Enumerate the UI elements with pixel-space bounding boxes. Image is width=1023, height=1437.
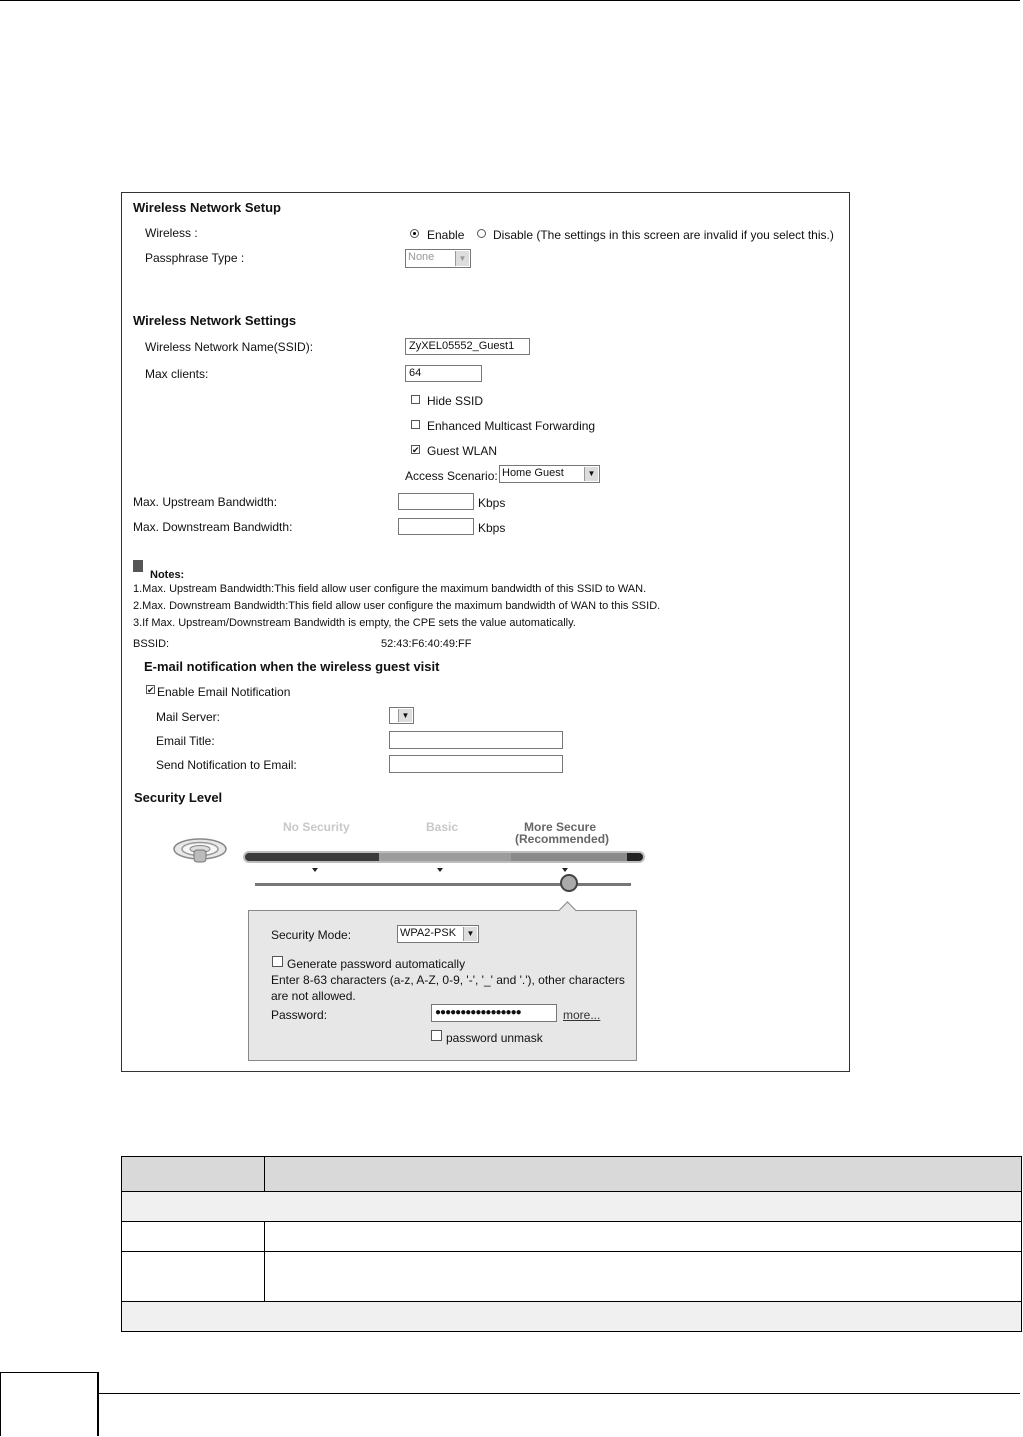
security-mode-select[interactable] xyxy=(397,925,479,943)
level-more-secure[interactable]: More Secure xyxy=(524,820,597,834)
multicast-checkbox[interactable] xyxy=(411,420,420,429)
table-header-cell xyxy=(265,1157,1022,1192)
max-clients-input[interactable]: 64 xyxy=(405,365,482,382)
bssid-value: 52:43:F6:40:49:FF xyxy=(381,638,472,650)
note-line-1: 1.Max. Upstream Bandwidth:This field allow user configure the maximum bandwidth of this SSID to WAN. xyxy=(133,583,647,595)
notes-title: Notes: xyxy=(150,569,185,581)
upstream-label: Max. Upstream Bandwidth: xyxy=(133,495,278,509)
send-email-label: Send Notification to Email: xyxy=(156,758,297,772)
hide-ssid-checkbox[interactable] xyxy=(411,395,420,404)
generate-password-label: Generate password automatically xyxy=(287,957,466,971)
security-level-bar xyxy=(243,851,645,863)
enable-email-label: Enable Email Notification xyxy=(157,685,291,699)
note-line-3: 3.If Max. Upstream/Downstream Bandwidth is empty, the CPE sets the value automatically. xyxy=(133,617,576,629)
table-row xyxy=(122,1192,1022,1222)
table-section-cell xyxy=(122,1192,1022,1222)
tick-more-secure-icon xyxy=(562,868,568,872)
password-unmask-label: password unmask xyxy=(446,1031,543,1045)
note-icon xyxy=(133,560,143,572)
table-section-cell xyxy=(122,1302,1022,1332)
wifi-router-icon xyxy=(172,833,228,869)
access-scenario-select[interactable] xyxy=(499,465,600,483)
bar-segment-more-secure xyxy=(511,853,627,861)
setup-section-title: Wireless Network Setup xyxy=(133,200,281,215)
bar-segment-end xyxy=(627,853,643,861)
check-icon: ✔ xyxy=(412,445,420,455)
chevron-down-icon: ▼ xyxy=(455,251,469,266)
tick-no-security-icon xyxy=(312,868,318,872)
password-unmask-checkbox[interactable] xyxy=(431,1030,442,1041)
security-section-title: Security Level xyxy=(134,790,223,805)
email-title-label: Email Title: xyxy=(156,734,215,748)
table-row xyxy=(122,1222,1022,1252)
table-cell xyxy=(265,1222,1022,1252)
password-input[interactable]: ●●●●●●●●●●●●●●●●● xyxy=(431,1004,557,1022)
security-mode-label: Security Mode: xyxy=(271,928,352,942)
wireless-settings-panel xyxy=(121,192,850,1072)
upstream-input[interactable] xyxy=(398,493,474,510)
upstream-unit: Kbps xyxy=(478,496,506,510)
max-clients-label: Max clients: xyxy=(145,367,209,381)
guest-wlan-label: Guest WLAN xyxy=(427,444,498,458)
table-cell xyxy=(122,1252,265,1302)
ssid-input[interactable]: ZyXEL05552_Guest1 xyxy=(405,338,530,355)
password-hint-line1: Enter 8-63 characters (a-z, A-Z, 0-9, '-', '_' and '.'), other characters xyxy=(271,973,625,987)
more-link[interactable]: more... xyxy=(563,1008,601,1022)
table-cell xyxy=(122,1222,265,1252)
email-title-input[interactable] xyxy=(389,731,563,749)
chevron-down-icon: ▼ xyxy=(463,927,477,941)
note-line-2: 2.Max. Downstream Bandwidth:This field allow user configure the maximum bandwidth of WAN to this SSID. xyxy=(133,600,661,612)
enable-email-checkbox[interactable] xyxy=(146,685,155,694)
table-header-cell xyxy=(122,1157,265,1192)
table-header-row xyxy=(122,1157,1022,1192)
generate-password-checkbox[interactable] xyxy=(272,956,283,967)
bar-segment-no-security xyxy=(245,853,379,861)
ssid-label: Wireless Network Name(SSID): xyxy=(145,340,314,354)
hide-ssid-label: Hide SSID xyxy=(427,394,484,408)
level-recommended: (Recommended) xyxy=(515,832,610,846)
bssid-label: BSSID: xyxy=(133,638,170,650)
passphrase-type-value: None xyxy=(408,251,435,263)
downstream-label: Max. Downstream Bandwidth: xyxy=(133,520,293,534)
wireless-label: Wireless : xyxy=(145,226,198,240)
access-scenario-value: Home Guest xyxy=(502,467,564,479)
page-number-box xyxy=(0,1372,99,1436)
chevron-down-icon: ▼ xyxy=(398,709,412,722)
email-section-title: E-mail notification when the wireless guest visit xyxy=(144,659,440,674)
mail-server-select[interactable] xyxy=(389,707,414,724)
password-hint-line2: are not allowed. xyxy=(271,989,356,1003)
check-icon: ✔ xyxy=(147,685,155,695)
enable-radio[interactable] xyxy=(410,229,419,238)
field-description-table xyxy=(121,1156,1022,1332)
downstream-input[interactable] xyxy=(398,518,474,535)
security-detail-box xyxy=(248,910,637,1061)
disable-radio[interactable] xyxy=(477,229,486,238)
multicast-label: Enhanced Multicast Forwarding xyxy=(427,419,596,433)
chevron-down-icon: ▼ xyxy=(584,467,598,481)
passphrase-type-label: Passphrase Type : xyxy=(145,251,245,265)
downstream-unit: Kbps xyxy=(478,521,506,535)
guest-wlan-checkbox[interactable] xyxy=(411,445,420,454)
table-row xyxy=(122,1302,1022,1332)
security-mode-value: WPA2-PSK xyxy=(400,927,457,939)
password-label: Password: xyxy=(271,1008,328,1022)
passphrase-type-select[interactable] xyxy=(405,249,471,268)
disable-label: Disable (The settings in this screen are invalid if you select this.) xyxy=(493,228,834,242)
mail-server-label: Mail Server: xyxy=(156,710,221,724)
table-row xyxy=(122,1252,1022,1302)
tick-basic-icon xyxy=(437,868,443,872)
settings-section-title: Wireless Network Settings xyxy=(133,313,297,328)
access-scenario-label: Access Scenario: xyxy=(405,469,498,483)
slider-handle[interactable] xyxy=(560,874,578,892)
level-no-security[interactable]: No Security xyxy=(283,820,350,834)
page-top-rule xyxy=(0,0,1020,1)
table-cell xyxy=(265,1252,1022,1302)
footer-rule xyxy=(99,1393,1020,1394)
bar-segment-basic xyxy=(379,853,511,861)
send-email-input[interactable] xyxy=(389,755,563,773)
enable-label: Enable xyxy=(427,228,465,242)
level-basic[interactable]: Basic xyxy=(426,820,459,834)
pointer-caret xyxy=(558,901,576,919)
